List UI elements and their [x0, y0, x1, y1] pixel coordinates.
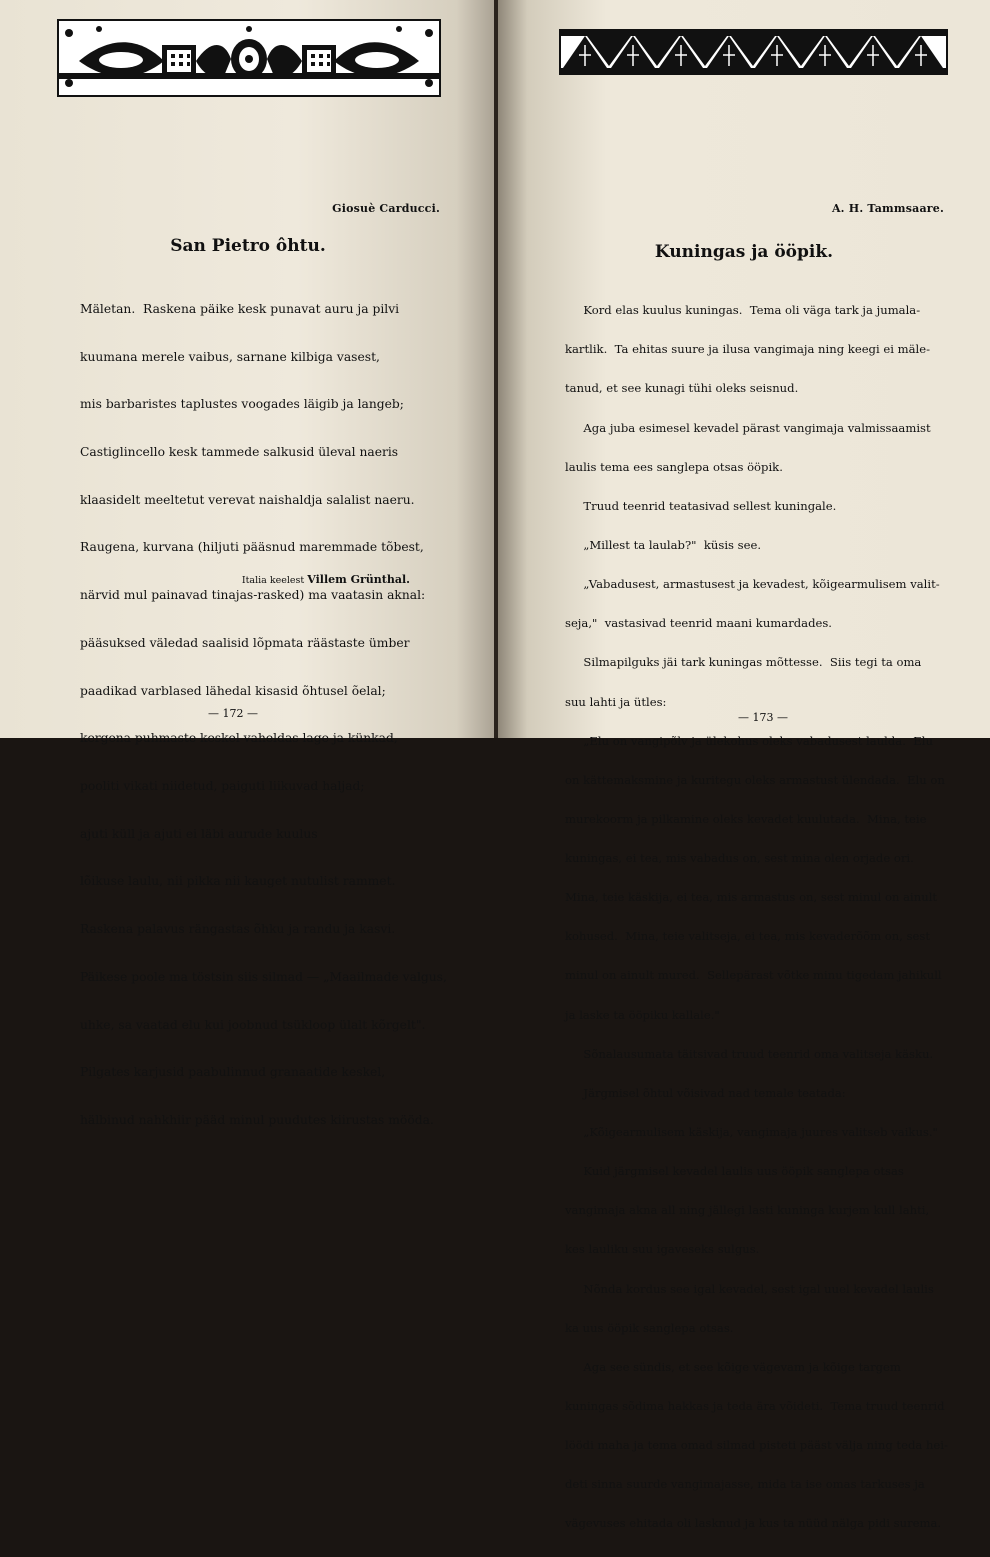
poem-line: kuumana merele vaibus, sarnane kilbiga vasest,	[80, 349, 380, 364]
left-page	[0, 0, 496, 1128]
prose-line: Sõnalausumata täitsivad truud teenrid oma valitseja käsku.	[565, 1046, 934, 1061]
prose-line: ka uus ööpik sanglepa otsas.	[565, 1320, 734, 1335]
prose-line: deti sinna suurde vangimajasse, mida ta ise omas tarkuses ja	[565, 1477, 925, 1492]
author-name: Giosuè Carducci.	[332, 202, 440, 215]
page-number: — 172 —	[208, 707, 258, 720]
prose-line: kohused. Mina, teie valitseja, ei tea, mis kevaderõõm on, sest	[565, 929, 930, 944]
poem-line: uhke, sa vaatad elu kui joobnud tsükloop ülalt kõrgelt".	[80, 1017, 426, 1032]
poem-line: Pilgates karjusid paabulinnud granaatide keskel,	[80, 1065, 386, 1080]
poem-line: Päikese poole ma töstsin siis silmad — „Maailmade valgus,	[80, 969, 447, 984]
poem-line: pooliti vikati niidetud, paiguti liikuvad haljad;	[80, 779, 365, 793]
poem-line: kergena puhmaste keskel vaheldas lage ja künkad,	[80, 731, 398, 746]
prose-line: Kord elas kuulus kuningas. Tema oli väga tark ja jumala-	[565, 303, 921, 318]
prose-line: minul on ainult mured. Sellepärast võtke minu tigedam jahikull	[565, 968, 942, 983]
prose-line: suu lahti ja ütles:	[565, 694, 667, 709]
poem-line: paadikad varblased lähedal kisasid õhtusel õelal;	[80, 683, 386, 698]
prose-line: on kättemaksmine ja kuritegu oleks armastust ülendada. Elu on	[565, 772, 945, 787]
prose-line: löödi maha ja tema omad silmad pisteti pääst välja ning teda hei-	[565, 1438, 948, 1453]
prose-line: Mina, teie käskija, ei tea, mis armastus on, sest minul on ainult	[565, 890, 938, 905]
author-name: A. H. Tammsaare.	[831, 202, 944, 215]
prose-line: vangimaja akna all ning jällegi lasti kuninga kurjem kull lahti,	[565, 1203, 930, 1218]
prose-line: Järgmisel õhtul võisivad nad temale teatada:	[565, 1085, 846, 1100]
prose-line: „Millest ta laulab?" küsis see.	[565, 537, 762, 552]
poem-line: Mäletan. Raskena päike kesk punavat auru ja pilvi	[80, 301, 400, 316]
right-page	[498, 0, 990, 1531]
prose-line: tanud, et see kunagi tühi oleks seisnud.	[565, 381, 799, 396]
poem-line: klaasidelt meeltetut verevat naishaldja salalist naeru.	[80, 492, 415, 507]
prose-line: Truud teenrid teatasivad sellest kuningale.	[565, 498, 837, 513]
poem-line: pääsuksed väledad saalisid lõpmata räästaste ümber	[80, 635, 410, 650]
prose-line: Kuid järgmisel kevadel laulis uus ööpik sanglepa otsas	[565, 1164, 904, 1179]
poem-line: Castiglincello kesk tammede salkusid üleval naeris	[80, 444, 399, 459]
poem-line: ajuti küll ja ajuti ei läbi aurude kuulus	[80, 826, 318, 841]
translator-name: Villem Grünthal.	[307, 573, 410, 586]
poem-title: San Pietro ôhtu.	[170, 236, 326, 256]
prose-line: kuningas, ei tea, mis vabadus on, sest mina olen orjade ori.	[565, 851, 914, 866]
story-title: Kuningas ja ööpik.	[654, 242, 834, 262]
prose-line: „Elu on vangipõlv ja ülekohus oleks vabadusest laulda. Elu	[565, 733, 933, 748]
poem-body	[80, 270, 447, 1161]
translation-prefix: Italia keelest	[241, 575, 305, 586]
triangle-ornament-header	[559, 29, 948, 75]
prose-line: „Kõigearmulisem käskija, vangimaja juures valitseb vaikus."	[565, 1125, 938, 1140]
prose-line: „Vabadusest, armastusest ja kevadest, kõigearmulisem valit-	[565, 577, 940, 592]
prose-line: Aga see sündis, et see kõige vägevam ja kõige targem	[565, 1359, 901, 1374]
prose-line: kes lauliku suu igaveseks sulgus.	[565, 1242, 760, 1257]
prose-line: seja," vastasivad teenrid maani kumardades.	[565, 616, 832, 631]
poem-line: Raskena palavus rängastas õhku ja randu ja kasvi.	[80, 922, 396, 937]
poem-line: mis barbaristes taplustes voogades läigib ja langeb;	[80, 397, 404, 412]
poem-line: hälbinud nahkhiir pääd minul puudutes kiirustas mööda.	[80, 1113, 434, 1128]
triangle-ornament-graphic	[561, 31, 946, 73]
prose-line: kuningas sõdima hakkas ja teda ära võideti. Tema truud teenrid	[565, 1399, 945, 1414]
story-body	[565, 278, 948, 1557]
poem-line: lõikuse laulu, nii pikka nii kauget nutulist rammet.	[80, 874, 396, 889]
prose-line: vägevuses ehitada oli lasknud ja kus ta nüüd nälga pidi surema.	[565, 1516, 942, 1531]
page-number: — 173 —	[738, 711, 788, 724]
poem-line: närvid mul painavad tinajas-rasked) ma vaatasin aknal:	[80, 588, 426, 603]
floral-ornament-header	[57, 19, 441, 97]
poem-line: Raugena, kurvana (hiljuti pääsnud maremmade tõbest,	[80, 540, 424, 555]
prose-line: Silmapilguks jäi tark kuningas mõttesse. Siis tegi ta oma	[565, 655, 922, 670]
prose-line: laulis tema ees sanglepa otsas ööpik.	[565, 459, 783, 474]
translation-credit	[242, 573, 410, 586]
prose-line: ja laske ta ööpiku kallale."	[565, 1007, 720, 1022]
floral-ornament-graphic	[59, 21, 439, 95]
prose-line: kartlik. Ta ehitas suure ja ilusa vangimaja ning keegi ei mäle-	[565, 342, 931, 357]
prose-line: Aga juba esimesel kevadel pärast vangimaja valmissaamist	[565, 420, 931, 435]
prose-line: murekoorm ja pilkamine oleks kevadet kuulutada. Mina, teie	[565, 811, 927, 826]
prose-line: Nõnda kordus see igal kevadel, sest igal uuel kevadel laulis	[565, 1281, 934, 1296]
